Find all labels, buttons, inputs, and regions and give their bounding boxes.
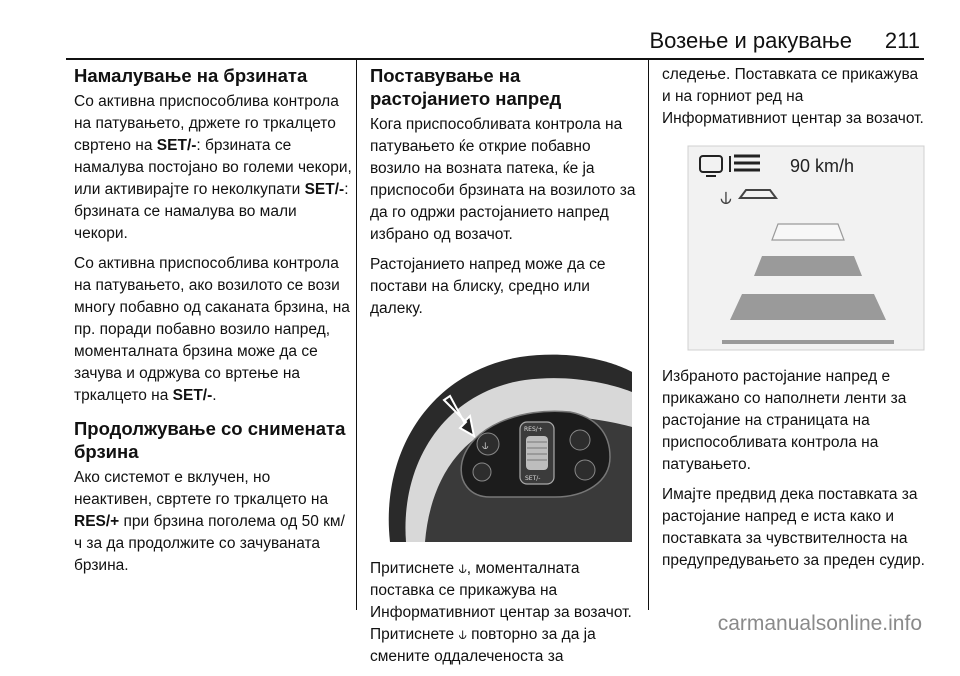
steering-wheel-figure [370,332,632,542]
heading-reduce-speed: Намалување на брзината [74,65,308,86]
paragraph-distance-1: Кога приспособливата контрола на патувањето ќе открие побавно возило на возната патека, ќе ја приспособи брзината на возилото за да го одржи растојанието напред избрано од возачот. [370,116,636,243]
paragraph-selected-distance: Избраното растојание напред е прикажано со наполнети ленти за растојание на страницата на приспособливата контрола на патувањето. [662,368,907,473]
column-2 [370,64,636,676]
heading-resume-speed: Продолжување со снимената брзина [74,418,346,462]
column-divider-2 [648,60,649,610]
column-1 [74,64,352,585]
distance-button-icon: ⫝ [458,561,467,577]
distance-button-icon-2: ⫝ [458,627,467,643]
column-divider-1 [356,60,357,610]
res-plus-label: RES/+ [524,426,543,433]
paragraph-reduce-2: Со активна приспособлива контрола на патувањето, ако возилото се вози многу побавно од саканата брзина, на пр. поради побавно возило напред, моменталната брзина може да се зачува и одржува со вртење на тркалцето на SET/-. [74,255,350,404]
watermark-text: carmanualsonline.info [717,612,922,635]
paragraph-display-info: следење. Поставката се прикажува и на горниот ред на Информативниот центар за возачот. [662,66,924,127]
section-title: Возење и ракување [649,28,852,53]
driver-info-display-figure [662,142,928,352]
display-speed: 90 km/h [790,156,855,176]
svg-text:⫝: ⫝ [482,439,489,452]
set-minus-label: SET/- [525,475,541,482]
paragraph-press-button: Притиснете ⫝, моменталната поставка се прикажува на Информативниот центар за возачот. Притиснете ⫝ повторно за да ја смените оддалеченоста за [370,560,632,665]
heading-distance: Поставување на растојанието напред [370,65,562,109]
column-3 [662,64,928,580]
paragraph-resume: Ако системот е вклучен, но неактивен, свртете го тркалцето на RES/+ при брзина поголема од 50 км/ч за да продолжите со зачуваната брзина. [74,469,345,574]
svg-text:⫝: ⫝ [720,185,732,209]
paragraph-reduce-1: Со активна приспособлива контрола на патувањето, држете го тркалцето свртено на SET/-: брзината се намалува постојано во големи чекори, или активирајте го неколкупати SET/-: брзината се намалува во мали чекори. [74,93,352,242]
paragraph-distance-2: Растојанието напред може да се постави на блиску, средно или далеку. [370,256,606,317]
page-number: 211 [884,28,920,53]
paragraph-note: Имајте предвид дека поставката за растојание напред е иста како и поставката за чувствителноста на предупредувањето за преден судир. [662,486,925,569]
page-header [0,28,960,58]
header-rule [66,58,924,60]
